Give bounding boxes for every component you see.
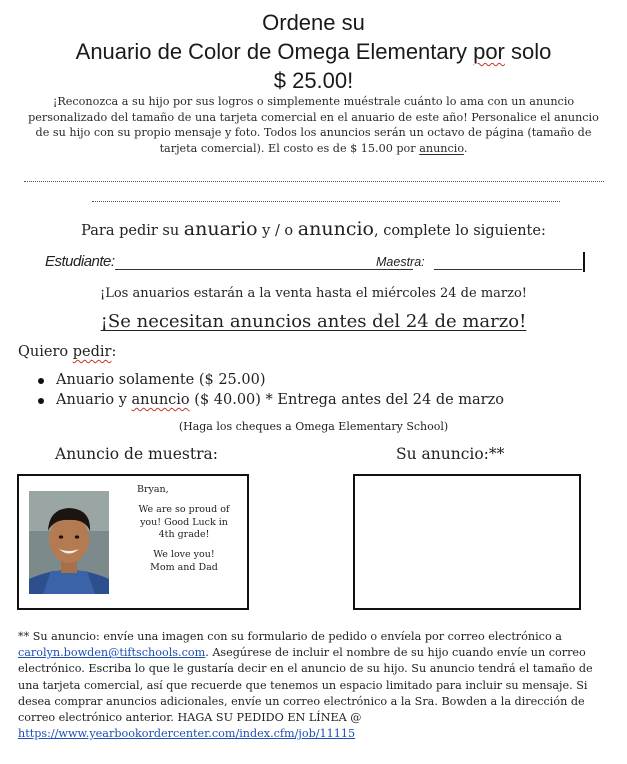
sample-ad-title: Anuncio de muestra: <box>55 445 218 463</box>
page-title <box>0 8 627 95</box>
title-line-3-price: $ 25.00! <box>273 68 354 93</box>
teacher-name-field[interactable] <box>434 269 582 270</box>
email-link[interactable]: carolyn.bowden@tiftschools.com <box>18 646 206 660</box>
order-pre: Para pedir su <box>81 223 184 239</box>
sample-signature <box>134 549 234 574</box>
sample-signature-line-1: We love you! <box>153 549 215 560</box>
title-line-2-post: solo <box>504 39 552 64</box>
sample-ad-box <box>17 474 249 610</box>
order-instructions <box>0 218 627 240</box>
option-2-word-anuncio: anuncio <box>131 392 190 408</box>
order-word-anuncio: anuncio <box>297 218 374 240</box>
option-yearbook-and-ad[interactable] <box>38 390 504 410</box>
order-url-link[interactable]: https://www.yearbookordercenter.com/index.cfm/job/11115 <box>18 727 356 741</box>
student-photo-image <box>29 491 109 594</box>
option-yearbook-only[interactable] <box>38 370 504 390</box>
your-ad-title: Su anuncio:** <box>396 445 505 463</box>
title-word-por: por <box>473 39 505 64</box>
intro-paragraph <box>20 94 607 156</box>
order-post: , complete lo siguiente: <box>373 223 546 239</box>
student-name-field[interactable] <box>115 269 413 270</box>
sale-deadline: ¡Los anuarios estarán a la venta hasta el miércoles 24 de marzo! <box>99 286 528 301</box>
intro-text: ¡Reconozca a su hijo por sus logros o simplemente muéstrale cuánto lo ama con un anuncio personalizado del tamaño de una tarjeta comercial en el anuario de este año! Personalice el anuncio de su hijo con su propio mensaje y foto. Todos los anuncios serán un octavo de página (tamaño de tarjeta comercial). El costo es de $ 15.00 por <box>28 95 599 155</box>
footnote-part-1: ** Su anuncio: envíe una imagen con su formulario de pedido o envíela por correo electrónico a <box>18 630 562 643</box>
option-2-pre: Anuario y <box>56 392 132 408</box>
student-photo <box>29 491 109 594</box>
order-word-anuario: anuario <box>183 218 258 240</box>
want-to-order-label <box>18 344 116 360</box>
checks-payable-note: (Haga los cheques a Omega Elementary School) <box>178 420 449 433</box>
intro-word-anuncio: anuncio <box>419 141 464 155</box>
order-form-fields <box>45 250 590 276</box>
ads-deadline: ¡Se necesitan anuncios antes del 24 de marzo! <box>100 311 527 332</box>
footnote-part-2: . Asegúrese de incluir el nombre de su hijo cuando envíe un correo electrónico. Escriba lo que le gustaría decir en el anuncio de su hijo. Su anuncio tendrá el tamaño de una tarjeta comercial, así que recuerde que tenemos un espacio limitado para incluir su mensaje. Si desea comprar anuncios adicionales, envíe un correo electrónico a la Sra. Bowden a la dirección de correo electrónico anterior. HAGA SU PEDIDO EN LÍNEA @ <box>18 646 593 725</box>
sample-message: We are so proud of you! Good Luck in 4th grade! <box>138 504 230 540</box>
sample-signature-line-2: Mom and Dad <box>150 561 218 573</box>
sample-greeting: Bryan, <box>137 484 169 495</box>
text-cursor <box>583 252 585 272</box>
teacher-label: Maestra: <box>376 255 425 269</box>
student-label: Estudiante: <box>45 253 115 270</box>
title-line-2 <box>0 37 627 66</box>
intro-end: . <box>463 141 468 155</box>
option-2-post: ($ 40.00) * Entrega antes del 24 de marzo <box>189 392 504 408</box>
title-line-2-pre: Anuario de Color de Omega Elementary <box>75 39 474 64</box>
dotted-divider-1 <box>24 181 604 182</box>
dotted-divider-2 <box>92 201 560 202</box>
want-word-pedir: pedir <box>72 344 112 360</box>
footnote <box>18 629 613 742</box>
want-pre: Quiero <box>18 344 73 360</box>
option-1-label: Anuario solamente ($ 25.00) <box>56 372 266 388</box>
order-mid: y / o <box>257 223 298 239</box>
title-line-1: Ordene su <box>262 10 365 35</box>
your-ad-box[interactable] <box>353 474 581 610</box>
order-options-list <box>38 370 504 410</box>
want-post: : <box>111 344 117 360</box>
